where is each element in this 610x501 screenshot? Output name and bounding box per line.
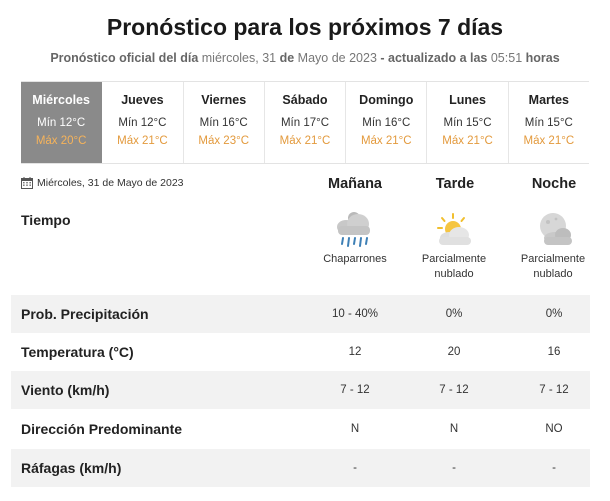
day-max-temp: Máx 21°C <box>117 135 168 147</box>
row-wind <box>11 371 590 409</box>
value-afternoon: 0% <box>445 308 463 320</box>
subtitle-time: 05:51 <box>490 51 523 65</box>
row-label: Viento (km/h) <box>21 382 110 398</box>
subtitle-updated: - actualizado a las <box>380 51 488 65</box>
day-min-temp: Mín 12°C <box>37 117 86 129</box>
value-afternoon: - <box>452 462 456 474</box>
row-wind-direction <box>11 410 590 448</box>
rain-showers-icon <box>334 209 376 249</box>
day-min-temp: Mín 12°C <box>118 117 167 129</box>
value-night: 7 - 12 <box>539 384 569 396</box>
day-name: Sábado <box>282 93 328 107</box>
value-morning: N <box>350 423 360 435</box>
day-max-temp: Máx 23°C <box>198 135 250 147</box>
day-max-temp: Máx 21°C <box>279 135 331 147</box>
day-tab-viernes[interactable] <box>184 82 265 163</box>
selected-date <box>21 177 184 189</box>
value-afternoon: N <box>449 423 459 435</box>
subtitle-date: miércoles, 31 <box>201 51 277 65</box>
condition-afternoon <box>399 252 509 282</box>
day-min-temp: Mín 16°C <box>199 117 248 129</box>
partly-cloudy-day-icon <box>433 212 475 248</box>
day-tab-sabado[interactable] <box>265 82 346 163</box>
row-label: Prob. Precipitación <box>21 306 149 322</box>
page-subtitle <box>0 51 610 65</box>
day-max-temp: Máx 21°C <box>523 135 575 147</box>
value-morning: 10 - 40% <box>331 308 379 320</box>
period-morning: Mañana <box>328 176 382 192</box>
day-min-temp: Mín 16°C <box>362 117 411 129</box>
selected-date-text: Miércoles, 31 de Mayo de 2023 <box>37 177 184 189</box>
value-night: - <box>552 462 556 474</box>
day-tab-lunes[interactable] <box>427 82 508 163</box>
day-min-temp: Mín 15°C <box>524 117 573 129</box>
row-label: Dirección Predominante <box>21 421 183 437</box>
day-name: Jueves <box>121 93 164 107</box>
subtitle-prefix: Pronóstico oficial del día <box>50 51 199 65</box>
row-label: Ráfagas (km/h) <box>21 460 122 476</box>
row-gusts <box>11 449 590 487</box>
condition-text-2: nublado <box>533 268 573 280</box>
day-name: Lunes <box>449 93 486 107</box>
condition-morning <box>300 252 410 267</box>
row-precipitation <box>11 295 590 333</box>
day-max-temp: Máx 21°C <box>442 135 493 147</box>
condition-text: Chaparrones <box>323 253 387 265</box>
day-tab-miercoles[interactable] <box>21 82 102 163</box>
value-morning: 12 <box>348 346 362 358</box>
day-name: Miércoles <box>32 93 90 107</box>
period-afternoon: Tarde <box>435 176 475 192</box>
subtitle-month: Mayo de 2023 <box>297 51 377 65</box>
day-name: Martes <box>528 93 569 107</box>
day-max-temp: Máx 21°C <box>360 135 412 147</box>
day-tab-martes[interactable] <box>509 82 589 163</box>
row-temperature <box>11 333 590 371</box>
calendar-icon <box>21 177 33 189</box>
value-afternoon: 20 <box>447 346 461 358</box>
condition-text: Parcialmente <box>421 253 487 265</box>
day-min-temp: Mín 17°C <box>280 117 330 129</box>
day-tab-jueves[interactable] <box>102 82 183 163</box>
condition-night <box>498 252 608 282</box>
value-afternoon: 7 - 12 <box>439 384 469 396</box>
day-name: Domingo <box>359 93 414 107</box>
day-name: Viernes <box>201 93 247 107</box>
day-max-temp: Máx 20°C <box>35 135 87 147</box>
page-title: Pronóstico para los próximos 7 días <box>106 14 504 40</box>
row-label: Temperatura (°C) <box>21 344 134 360</box>
day-tabs <box>21 81 589 164</box>
value-night: NO <box>545 423 563 435</box>
value-night: 16 <box>547 346 561 358</box>
subtitle-de: de <box>279 51 295 65</box>
condition-text: Parcialmente <box>520 253 586 265</box>
value-morning: - <box>353 462 357 474</box>
value-night: 0% <box>545 308 563 320</box>
period-night: Noche <box>531 176 577 192</box>
day-min-temp: Mín 15°C <box>443 117 492 129</box>
partly-cloudy-night-icon <box>534 210 574 248</box>
day-tab-domingo[interactable] <box>346 82 427 163</box>
tiempo-label: Tiempo <box>21 212 71 228</box>
condition-text-2: nublado <box>434 268 474 280</box>
value-morning: 7 - 12 <box>340 384 370 396</box>
subtitle-hours: horas <box>525 51 560 65</box>
